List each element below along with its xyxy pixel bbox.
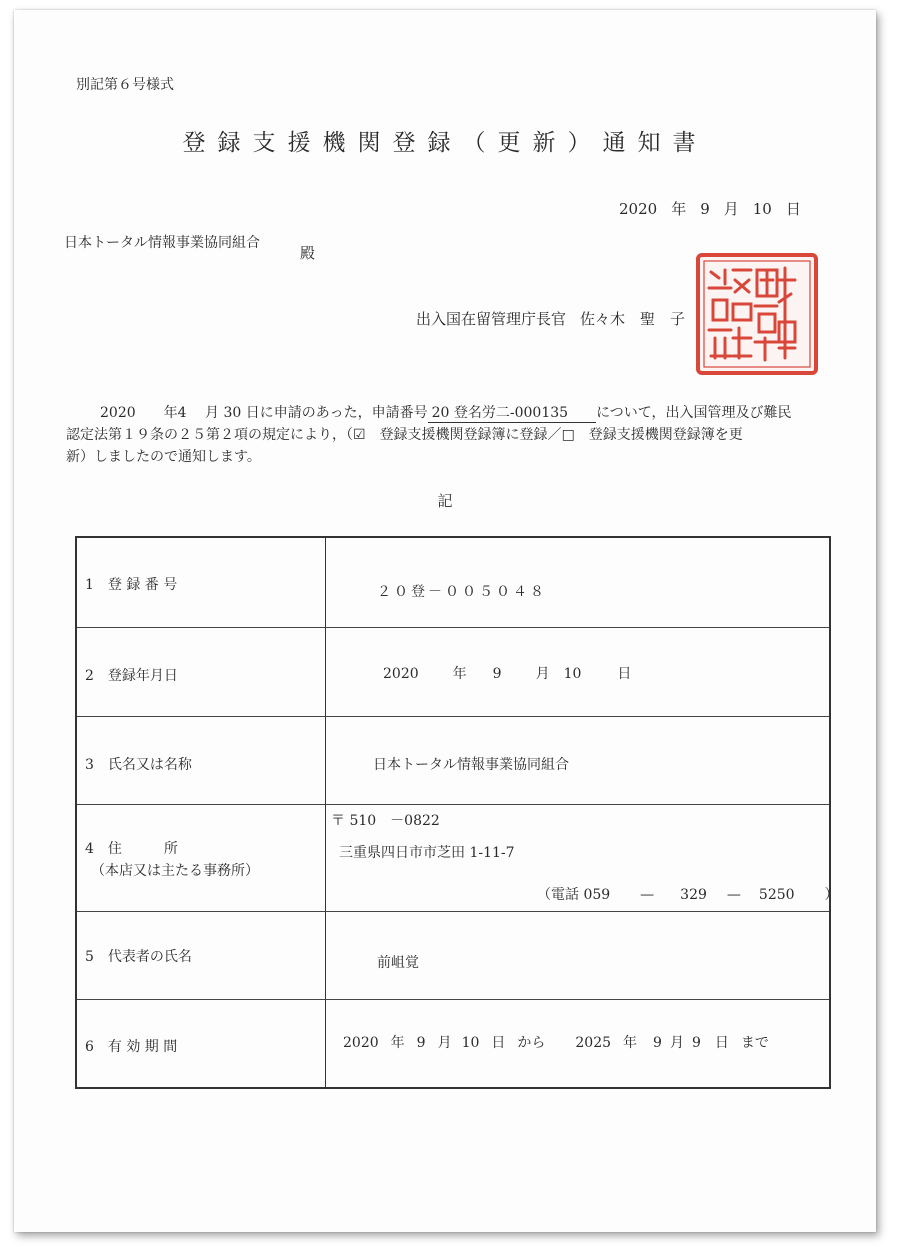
validity-period: 2020 年 9 月 10 日 から 2025 年 9 月 9 日 まで	[343, 1035, 769, 1051]
ki-heading: 記	[437, 492, 453, 510]
application-number: 20 登名労二-000135	[428, 404, 596, 423]
official-seal-icon	[695, 252, 819, 376]
row-label-registration-date: 2 登録年月日	[85, 668, 178, 684]
registration-date: 2020 年 9 月 10 日	[383, 666, 632, 682]
postal-code: 〒 510 －0822	[331, 813, 440, 829]
honorific: 殿	[300, 244, 316, 262]
row-label-validity: 6 有 効 期 間	[85, 1039, 178, 1055]
row-label-name: 3 氏名又は名称	[85, 757, 192, 773]
representative-name: 前岨覚	[377, 955, 419, 971]
address: 三重県四日市市芝田 1-11-7	[339, 845, 515, 861]
issue-date: 2020 年 9 月 10 日	[619, 200, 801, 218]
row-label-registration-number: 1 登 録 番 号	[85, 577, 178, 593]
document-page	[14, 10, 876, 1232]
form-number: 別記第６号様式	[76, 77, 174, 93]
registration-number: ２０登－００５０４８	[377, 584, 547, 600]
addressee: 日本トータル情報事業協同組合	[64, 235, 260, 251]
row-sublabel-address: （本店又は主たる事務所）	[91, 863, 259, 879]
notice-line-3: 新）しましたので通知します。	[66, 449, 261, 465]
registration-table	[75, 536, 839, 1089]
notice-line-2: 認定法第１９条の２５第２項の規定により，（☑ 登録支援機関登録簿に登録／□ 登録支援機関登録簿を更	[66, 427, 743, 443]
issuer-title: 出入国在留管理庁長官	[416, 310, 567, 328]
issuer-name: 佐々木 聖 子	[580, 310, 686, 328]
document-title: 登録支援機関登録（更新）通知書	[182, 130, 708, 156]
row-label-representative: 5 代表者の氏名	[85, 949, 192, 965]
organization-name: 日本トータル情報事業協同組合	[373, 757, 569, 773]
notice-line-1: 2020 年4 月 30 日に申請のあった，申請番号 20 登名労二-000135 について，出入国管理及び難民	[100, 405, 792, 421]
checked-box-icon: ☑	[353, 427, 366, 443]
phone-number: （電話 059 — 329 — 5250 ）	[537, 887, 839, 903]
issuer	[416, 308, 699, 329]
row-label-address: 4 住 所	[85, 841, 178, 857]
unchecked-box-icon: □	[561, 427, 575, 443]
